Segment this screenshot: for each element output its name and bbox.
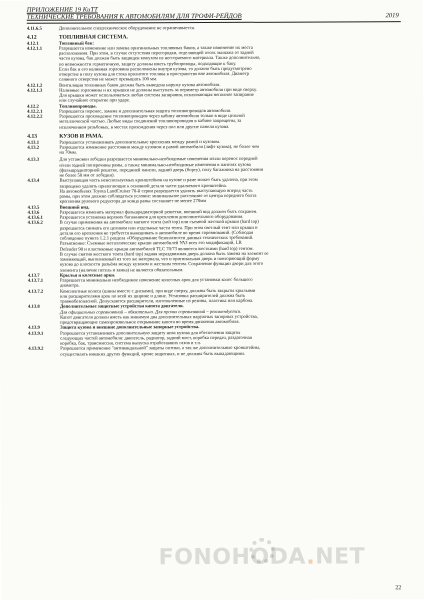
clause-text: элемента (наличие петель и замка) не является обязательным.: [59, 267, 184, 274]
clause-text: и/или задней поперечины рамы, а также минимально-необходимые изменения в панелях кузова: [59, 162, 251, 169]
clause-text: отверстие в полу кузова для стока пролитого топлива в пространство вне автомобиля. Диаметр: [59, 71, 250, 78]
clause-number: 4.11.6.5: [26, 26, 42, 32]
clause-text: Для крышки может использоваться любая система запирания, исключающая неполное запирание: [59, 92, 254, 99]
clause-text: Для официальных соревнований – обязательно. Для прочих соревнований – рекомендуется.: [60, 309, 242, 316]
clause-text: Выступающая часть неиспользуемых кронштейнов на кузове и раме может быть удалена, при этом: [59, 178, 258, 184]
clause-number: 4.13.8: [28, 305, 40, 311]
clause-text: кузова до плоскости разъёма между кузовом и жестким тентом. Сохранение функции двери для этого: [59, 262, 264, 268]
clause-text: Защита кузова и внешние дополнительные запорные устройства.: [60, 325, 200, 331]
clause-number: 4.13.6.1: [27, 215, 43, 221]
clause-text: Разрешается минимально необходимое изменение колесных арок для установки колес большего: [59, 277, 253, 284]
clause-text: Вентиляция топливных баков должна быть выведена наружу кузова автомобиля.: [59, 82, 221, 89]
clause-text: на 70мм.: [59, 150, 77, 156]
clause-number: 4.13.2: [27, 145, 40, 151]
clause-number: 4.12.2.1: [27, 109, 43, 115]
clause-text: Наливные горловины и их крышки не должны выступать за периметр автомобиля при виде сверху.: [59, 87, 258, 94]
clause-number: 4.12.1.2: [27, 83, 43, 89]
clause-number: 4.13.4: [27, 179, 40, 185]
clause-number: 4.13.7.1: [27, 278, 44, 284]
clause-text: Капот двигателя должен иметь как минимум два дополнительных наружных запорных устройства,: [60, 314, 258, 321]
clause-text: Для установки лебедки разрешается минимально-необходимые изменения и/или перенос передней: [59, 157, 258, 163]
page-header: [27, 5, 401, 23]
clause-number: 4.12.1.1: [26, 46, 43, 52]
clause-text: Разрешается изменение расстояния между кузовом и рамой автомобиля (лифт кузова), не более чем: [59, 144, 260, 151]
clause-text: коробка, бак, трансмиссия, система выпуска отработавших газов и т.п.: [60, 341, 202, 347]
clause-text: Разрешается применение "антивандальной" защиты оптики, а так же дополнительные кронштейны,: [60, 346, 261, 352]
clause-text: части кузова, бак должен быть защищен кожухом из несгораемого материала. Также дополнительно,: [58, 56, 261, 63]
clause-number: 4.13.7: [27, 273, 40, 279]
clause-text: следующих частей автомобиля: двигатель, радиатор, задний мост, коробка передач, раздаточная: [60, 335, 252, 342]
clause-number: 4.12.2.2: [27, 114, 43, 120]
clause-text: В случае снятия жесткого тента (hard top) задняя нераздвижная дверь должна быть замена на элемент ее: [59, 251, 269, 258]
clause-text: не более 50 мм от лебедки).: [59, 173, 115, 179]
clause-text: предотвращающие самопроизвольное открывание капота во время движения автомобиля.: [60, 319, 240, 326]
clause-text: (фальшрадиаторной решетке, переднией панели, задний дверь (борту), полу багажника на расстоянии: [59, 167, 264, 174]
clause-text: соблюдение пункта 1.2.1 раздела «Оборудование безопасности данных технических требований.: [59, 235, 254, 242]
clause-text: Разрешается перенос, замена и дополнительная защита топливопроводов автомобиля.: [59, 108, 232, 115]
clause-text: заменяющий, выполненный из того же материала, что и оригинальная дверь и повторяющий форму: [59, 256, 260, 263]
clause-text: исключением резьбовых, в местах прохождения через пол или другие панели кузова.: [59, 124, 230, 131]
clause-text: Внешний вид.: [59, 205, 90, 211]
clause-text: Если бак и его наливная горловина расположены внутри кузова, то должно быть предусмотрено: [58, 66, 252, 73]
clause-text: или случайное открытие при ударе.: [59, 98, 131, 105]
clause-continuation: [28, 351, 402, 358]
clause-text: Разрешается прохождение топливопроводов через кабину автомобиля только в виде цельной: [59, 114, 245, 120]
clause-number: 4.13.9.2: [28, 346, 44, 353]
clause-text: Дополнительные защитные устройства капота двигателя.: [60, 304, 184, 310]
clause-text: сливного отверстия не может превышать 100 мм.: [59, 77, 158, 84]
clause-text: диаметра.: [59, 283, 80, 289]
clause-number: 4.13.9: [28, 326, 40, 332]
clause-text: Топливопроводы.: [59, 104, 97, 110]
clause-text: Разъяснение: Съемные металлические крыши автомобилей УАЗ всех его модификаций, LR: [59, 241, 242, 247]
page-number: 22: [395, 585, 402, 592]
clause-number: 4.13.7.2: [27, 289, 44, 295]
clause-text: Комплектные колеса (шины вместе с дисками), при виде сверху, должны быть закрыты крыльями: [59, 288, 256, 295]
clause-number: 4.13: [27, 133, 38, 140]
clause-number: 4.12.1: [26, 41, 39, 47]
header-line-1: ПРИЛОЖЕНИЕ 19 КиТТ: [26, 6, 98, 14]
header-year: 2019: [385, 12, 399, 20]
clause-text: Разрешается изменять материал фальшрадиаторной решетки, внешний вид должен быть сохранен.: [59, 209, 258, 216]
clause-text: В случае применения на автомобиле мягкого тента (soft top) или съемной жесткой крыши (hard top): [59, 220, 259, 226]
clause-number: 4.12.2: [27, 104, 39, 110]
clause-text: расположения. При этом, в случае отсутствия перегородки, отделяющей отсек экипажа от задней: [58, 50, 254, 57]
clause-text: Дополнительное спецтехническое оборудование не ограничивается.: [58, 25, 196, 32]
clause-text: Топливный бак:: [58, 41, 94, 47]
clause: [27, 25, 401, 32]
clause-text: ТОПЛИВНАЯ СИСТЕМА.: [58, 34, 128, 41]
header-line-2: ТЕХНИЧЕСКИЕ ТРЕБОВАНИЯ К АВТОМОБИЛЯМ ДЛЯ ТРОФИ-РЕЙДОВ: [26, 13, 242, 22]
clause-text: разрешается снимать его целиком или отдельные части тента. При этом светлый тент или крыши и: [59, 225, 258, 232]
clause-text: крепления рулевого редуктора до конца рамы составляет не менее 270мм: [59, 199, 207, 205]
clause-text: Разрешается изменение или замена оригинальных топливных баков, а также изменение их места: [58, 45, 253, 52]
clause-text: Разрешается устанавливать дополнительную защиту низа кузова для обеспечения защиты: [60, 330, 241, 337]
clause-text: детали его крепления не требуется вывешивать в автомобиле во время соревнований. (Соблюдая: [59, 230, 254, 237]
clause-continuation: [27, 124, 401, 131]
clause-number: 4.13.3: [27, 158, 40, 164]
clause-text: Крылья и колесные арки.: [59, 273, 116, 279]
clause-number: 4.13.1: [27, 140, 40, 146]
clause-text: металлической частью. Любые виды соединений топливопроводов в кабине запрещены, за: [59, 119, 242, 126]
clause-number: 4.12: [26, 34, 37, 41]
clause-number: 4.13.6.2: [27, 220, 43, 227]
clause-text: Defender 90 и пластиковые крыши автомобилей TLC 70/73 являются жесткими (hard top) тентом.: [59, 246, 254, 253]
clause-continuation: [27, 149, 401, 156]
clause-text: Разрешается установка верхних багажников для крепления дополнительного оборудования.: [59, 214, 244, 221]
clause-text: На автомобилях Toyota LandCruiser 70-й серии разрешается удалять выступающую вперед часть: [59, 188, 253, 195]
clause-text: рамы, при этом должно соблюдаться условие: минимальное расстояние от центра переднего болта: [59, 193, 257, 200]
clause-text: Разрешается устанавливать дополнительные крепления между рамой и кузовом.: [59, 139, 221, 146]
watermark-logo: FONOHODA.NET: [158, 544, 366, 571]
clause-number: 4.12.1.3: [27, 88, 43, 94]
document-body: [27, 25, 402, 358]
clause-text: или расширителями арок по всей их ширине и длине. Установка расширителей должна быть: [59, 293, 246, 300]
clause-number: 4.13.6: [27, 210, 40, 216]
clause-text: травмобезопасной. Допускаются расширители, изготовленные из резины, пластика или карбона.: [59, 298, 254, 305]
clause-text: КУЗОВ И РАМА.: [59, 133, 103, 140]
clause-text: по возможности герметичную, защиту должны иметь трубопроводы, подходящие к баку.: [58, 61, 237, 68]
clause-number: 4.13.5: [27, 205, 40, 211]
clause-text: запрещено удалять прилегающие к основной детали части удаляемого кронштейна.: [59, 183, 227, 190]
clause-text: осуществлять никаких других функций, кроме защитных, и не должны быть выпадающими.: [60, 351, 246, 358]
clause-number: 4.13.9.1: [28, 331, 44, 337]
